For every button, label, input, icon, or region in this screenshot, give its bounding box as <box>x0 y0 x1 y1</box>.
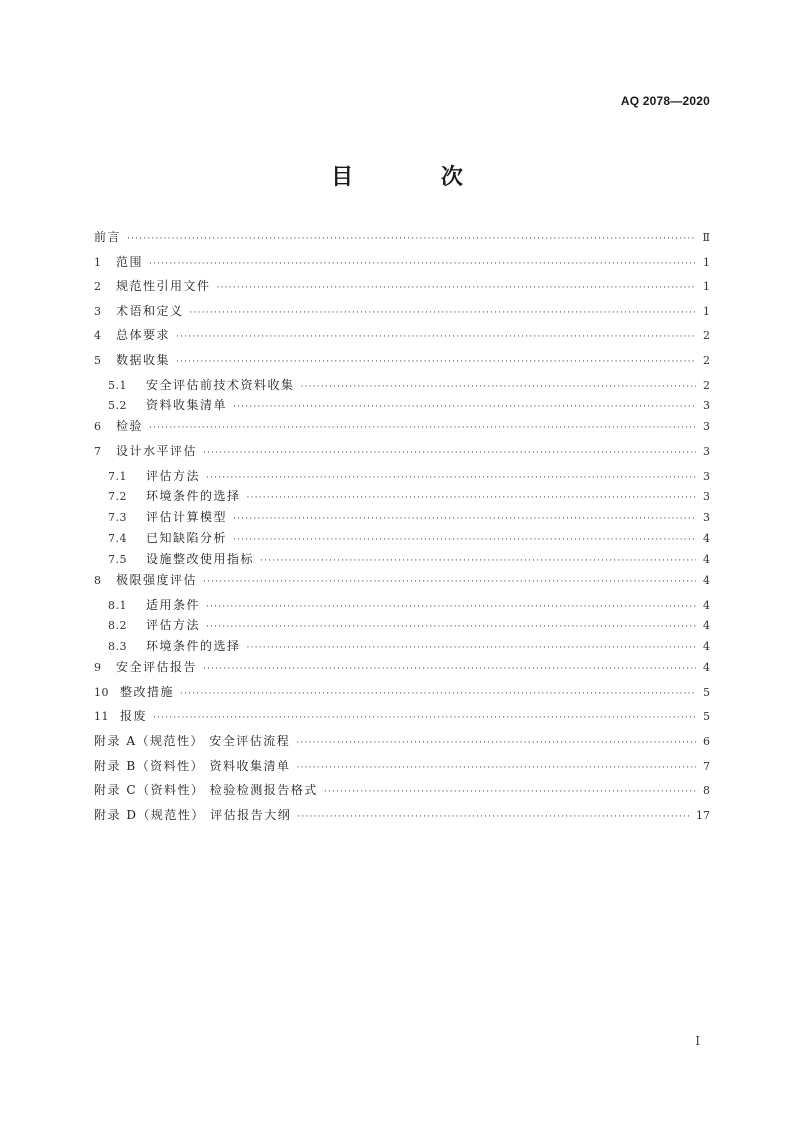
toc-entry-number: 2 <box>94 280 102 294</box>
toc-entry[interactable] <box>94 550 710 567</box>
dot-leader <box>247 643 696 653</box>
toc-entry-page: 2 <box>703 378 710 392</box>
toc-entry-title: 范围 <box>116 254 144 269</box>
dot-leader <box>149 259 696 269</box>
toc-entry[interactable] <box>94 326 710 346</box>
toc-entry[interactable] <box>94 529 710 546</box>
toc-entry-page: 7 <box>703 759 710 773</box>
dot-leader <box>203 664 696 674</box>
toc-entry-number: 7.3 <box>108 511 127 525</box>
toc-entry-number: 7.5 <box>108 553 127 567</box>
toc-entry-title: 安全评估前技术资料收集 <box>146 377 295 392</box>
page-title: 目 次 <box>331 165 503 190</box>
toc-entry-number: 7.1 <box>108 469 127 483</box>
dot-leader <box>233 514 696 524</box>
dot-leader <box>301 382 696 392</box>
toc-entry-page: 4 <box>703 661 710 675</box>
dot-leader <box>153 713 696 723</box>
toc-entry[interactable] <box>94 396 710 413</box>
toc-entry-title: 总体要求 <box>116 328 171 343</box>
toc-entry[interactable] <box>94 732 710 752</box>
toc-entry-page: 1 <box>703 304 710 318</box>
toc-entry-title: 数据收集 <box>116 352 171 367</box>
dot-leader <box>296 763 696 773</box>
toc-entry[interactable] <box>94 228 710 248</box>
toc-entry-page: 1 <box>703 280 710 294</box>
toc-entry-title: 已知缺陷分析 <box>146 531 228 546</box>
toc-entry[interactable] <box>94 616 710 633</box>
toc-entry[interactable] <box>94 707 710 727</box>
toc-entry-number: 9 <box>94 661 102 675</box>
toc-entry-page: 4 <box>703 640 710 654</box>
toc-entry[interactable] <box>94 781 710 801</box>
toc-entry-number: 5.2 <box>108 399 127 413</box>
toc-entry[interactable] <box>94 658 710 678</box>
toc-entry-title: 整改措施 <box>120 684 175 699</box>
toc-entry-title: 报废 <box>120 709 148 724</box>
toc-entry-page: 3 <box>703 444 710 458</box>
toc-entry-page: 4 <box>703 573 710 587</box>
toc-entry[interactable] <box>94 487 710 504</box>
page-number: I <box>695 1034 700 1048</box>
standard-code: AQ 2078—2020 <box>620 94 710 108</box>
toc-entry-page: 3 <box>703 399 710 413</box>
dot-leader <box>233 402 696 412</box>
toc-entry-title: 设施整改使用指标 <box>146 552 255 567</box>
toc-entry-number: 7.2 <box>108 490 127 504</box>
dot-leader <box>206 622 696 632</box>
toc-entry-page: 5 <box>703 710 710 724</box>
toc-entry-page: 4 <box>703 598 710 612</box>
dot-leader <box>149 423 696 433</box>
toc-entry-title: 环境条件的选择 <box>146 489 241 504</box>
toc-entry-number: 3 <box>94 304 102 318</box>
toc-entry[interactable] <box>94 442 710 462</box>
dot-leader <box>206 473 696 483</box>
toc-entry-page: 4 <box>703 619 710 633</box>
dot-leader <box>260 556 696 566</box>
toc-entry[interactable] <box>94 571 710 591</box>
toc-entry-title: 前言 <box>94 230 122 244</box>
dot-leader <box>247 493 696 503</box>
toc-entry-title: 附录 C（资料性） 检验检测报告格式 <box>94 783 318 798</box>
dot-leader <box>297 812 690 822</box>
toc-entry-page: 3 <box>703 511 710 525</box>
toc-entry-page: 1 <box>703 255 710 269</box>
toc-entry-page: 17 <box>696 808 710 822</box>
toc-entry-page: 3 <box>703 469 710 483</box>
dot-leader <box>233 535 696 545</box>
toc-entry-page: 3 <box>703 490 710 504</box>
toc-entry[interactable] <box>94 417 710 437</box>
toc-entry[interactable] <box>94 683 710 703</box>
dot-leader <box>190 308 696 318</box>
toc-entry-title: 附录 A（规范性） 安全评估流程 <box>94 734 291 749</box>
toc-entry-page: 4 <box>703 532 710 546</box>
toc-entry[interactable] <box>94 351 710 371</box>
toc-entry-title: 附录 B（资料性） 资料收集清单 <box>94 758 291 773</box>
toc-entry-page: 5 <box>703 685 710 699</box>
toc-entry-title: 评估方法 <box>146 468 201 483</box>
toc-entry-page: 4 <box>703 553 710 567</box>
toc-entry[interactable] <box>94 302 710 322</box>
dot-leader <box>324 787 696 797</box>
dot-leader <box>296 738 696 748</box>
toc-entry-number: 8 <box>94 573 102 587</box>
dot-leader <box>203 577 696 587</box>
dot-leader <box>180 689 696 699</box>
toc-entry-number: 11 <box>94 710 109 724</box>
toc-entry[interactable] <box>94 253 710 273</box>
toc-entry-number: 8.3 <box>108 640 127 654</box>
toc-entry-title: 附录 D（规范性） 评估报告大纲 <box>94 807 292 822</box>
toc-entry[interactable] <box>94 596 710 613</box>
toc-entry-page: Ⅱ <box>702 231 710 244</box>
toc-entry-title: 环境条件的选择 <box>146 639 241 654</box>
toc-entry-page: 6 <box>703 735 710 749</box>
toc-entry-number: 8.2 <box>108 619 127 633</box>
dot-leader <box>176 332 696 342</box>
toc-entry-title: 极限强度评估 <box>116 572 198 587</box>
toc-entry-title: 设计水平评估 <box>116 443 198 458</box>
dot-leader <box>176 357 696 367</box>
table-of-contents <box>94 228 710 830</box>
dot-leader <box>127 234 696 244</box>
toc-entry-title: 术语和定义 <box>116 303 184 318</box>
toc-entry-title: 规范性引用文件 <box>116 279 211 294</box>
toc-entry-number: 7 <box>94 444 102 458</box>
toc-entry[interactable] <box>94 277 710 297</box>
dot-leader <box>203 448 696 458</box>
dot-leader <box>206 602 696 612</box>
toc-entry[interactable] <box>94 508 710 525</box>
toc-entry-number: 5 <box>94 353 102 367</box>
toc-entry-number: 4 <box>94 329 102 343</box>
toc-entry-page: 3 <box>703 420 710 434</box>
toc-entry-number: 10 <box>94 685 109 699</box>
toc-entry[interactable] <box>94 806 710 826</box>
toc-entry-number: 5.1 <box>108 378 127 392</box>
toc-entry-title: 评估方法 <box>146 618 201 633</box>
toc-entry-title: 安全评估报告 <box>116 660 198 675</box>
toc-entry-title: 资料收集清单 <box>146 398 228 413</box>
toc-entry-title: 适用条件 <box>146 597 201 612</box>
dot-leader <box>217 283 696 293</box>
toc-entry[interactable] <box>94 637 710 654</box>
toc-entry-number: 7.4 <box>108 532 127 546</box>
toc-entry[interactable] <box>94 467 710 484</box>
toc-entry-page: 8 <box>703 784 710 798</box>
toc-entry-number: 1 <box>94 255 102 269</box>
toc-entry-number: 8.1 <box>108 598 127 612</box>
toc-entry-number: 6 <box>94 420 102 434</box>
toc-entry-page: 2 <box>703 353 710 367</box>
toc-entry-title: 评估计算模型 <box>146 510 228 525</box>
toc-entry[interactable] <box>94 376 710 393</box>
toc-entry-page: 2 <box>703 329 710 343</box>
toc-entry-title: 检验 <box>116 419 144 434</box>
toc-entry[interactable] <box>94 757 710 777</box>
